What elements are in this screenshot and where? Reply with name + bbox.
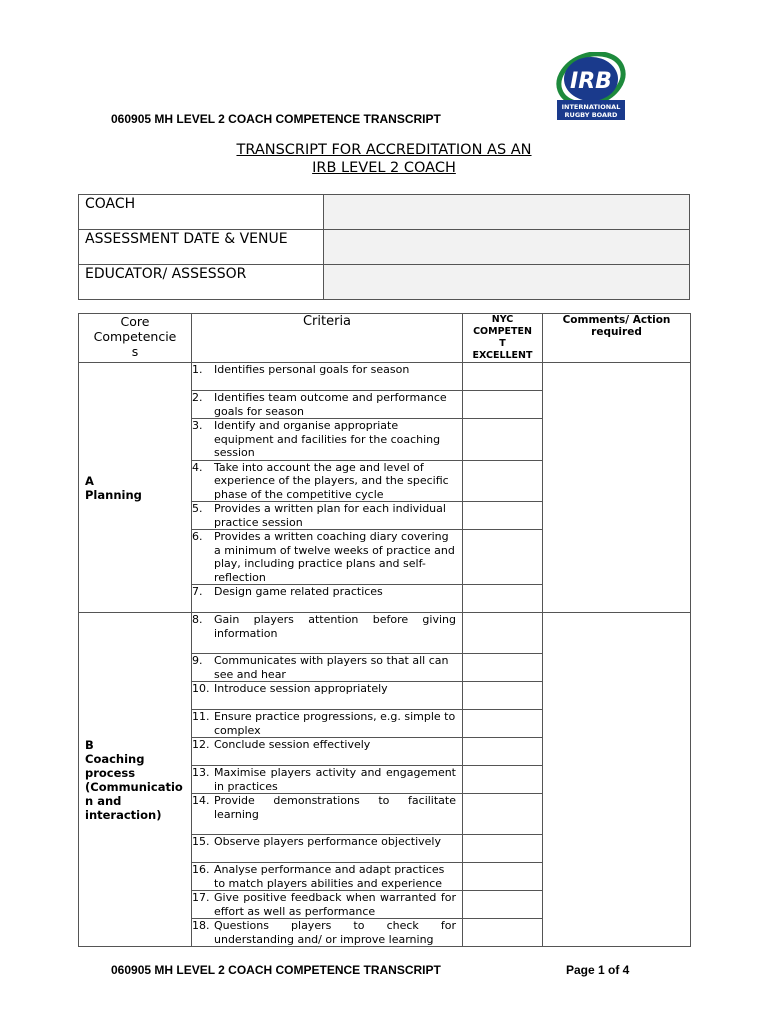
criteria-cell — [192, 654, 463, 682]
criteria-text: Identifies personal goals for season — [214, 363, 410, 376]
criteria-text: Observe players performance objectively — [214, 835, 441, 848]
nyc-rating-cell[interactable] — [463, 738, 543, 766]
criteria-number: 6. — [192, 530, 203, 543]
comments-cell[interactable] — [543, 613, 691, 947]
coach-label: COACH — [79, 195, 324, 230]
criteria-number: 9. — [192, 654, 203, 667]
page-title-line2: IRB LEVEL 2 COACH — [312, 160, 456, 176]
criteria-number: 5. — [192, 502, 203, 515]
nyc-rating-cell[interactable] — [463, 502, 543, 530]
footer-page-number: Page 1 of 4 — [566, 963, 630, 977]
criteria-text: Provide demonstrations to facilitate learning — [214, 794, 456, 821]
nyc-rating-cell[interactable] — [463, 460, 543, 502]
comments-cell[interactable] — [543, 363, 691, 613]
section-label: A Planning — [79, 363, 192, 613]
criteria-text: Maximise players activity and engagement in practices — [214, 766, 456, 793]
assessment-date-label: ASSESSMENT DATE & VENUE — [79, 230, 324, 265]
footer-doc-code: 060905 MH LEVEL 2 COACH COMPETENCE TRANSCRIPT — [111, 963, 441, 977]
section-label: B Coaching process (Communicatio n and interaction) — [79, 613, 192, 947]
criteria-text: Communicates with players so that all can see and hear — [214, 654, 449, 681]
criteria-number: 10. — [192, 682, 210, 695]
nyc-rating-cell[interactable] — [463, 391, 543, 419]
criteria-cell — [192, 766, 463, 794]
criteria-text: Design game related practices — [214, 585, 383, 598]
col-comments-header: Comments/ Action required — [543, 314, 691, 363]
criteria-row — [79, 363, 691, 391]
nyc-rating-cell[interactable] — [463, 654, 543, 682]
nyc-rating-cell[interactable] — [463, 530, 543, 585]
nyc-rating-cell[interactable] — [463, 613, 543, 654]
col-criteria-header: Criteria — [192, 314, 463, 363]
nyc-rating-cell[interactable] — [463, 363, 543, 391]
col-core-header: Core Competencie s — [79, 314, 192, 363]
logo-mark: IRB — [570, 69, 612, 94]
criteria-cell — [192, 502, 463, 530]
nyc-rating-cell[interactable] — [463, 863, 543, 891]
criteria-text: Gain players attention before giving information — [214, 613, 456, 640]
criteria-number: 4. — [192, 460, 203, 474]
criteria-text: Analyse performance and adapt practices to match players abilities and experience — [214, 863, 445, 890]
criteria-cell — [192, 460, 463, 502]
criteria-number: 12. — [192, 738, 210, 751]
nyc-rating-cell[interactable] — [463, 766, 543, 794]
criteria-text: Ensure practice progressions, e.g. simple to complex — [214, 710, 456, 737]
nyc-rating-cell[interactable] — [463, 891, 543, 919]
criteria-cell — [192, 530, 463, 585]
criteria-number: 16. — [192, 863, 210, 876]
criteria-cell — [192, 863, 463, 891]
criteria-number: 11. — [192, 710, 210, 723]
criteria-cell — [192, 835, 463, 863]
criteria-text: Identifies team outcome and performance goals for season — [214, 391, 447, 418]
logo-line1: INTERNATIONAL — [561, 103, 621, 111]
competence-table — [78, 313, 691, 947]
criteria-cell — [192, 919, 463, 947]
coach-info-table — [78, 194, 690, 300]
criteria-cell — [192, 419, 463, 461]
criteria-cell — [192, 682, 463, 710]
criteria-number: 15. — [192, 835, 210, 848]
header-doc-code: 060905 MH LEVEL 2 COACH COMPETENCE TRANSCRIPT — [111, 112, 441, 126]
criteria-number: 14. — [192, 794, 210, 807]
criteria-number: 18. — [192, 919, 210, 932]
criteria-number: 8. — [192, 613, 203, 626]
coach-value[interactable] — [323, 195, 689, 230]
criteria-cell — [192, 891, 463, 919]
nyc-rating-cell[interactable] — [463, 835, 543, 863]
nyc-rating-cell[interactable] — [463, 794, 543, 835]
criteria-cell — [192, 794, 463, 835]
criteria-text: Provides a written plan for each individual practice session — [214, 502, 446, 529]
criteria-cell — [192, 391, 463, 419]
criteria-text: Take into account the age and level of experience of the players, and the specific phase of the competitive cycle — [214, 460, 449, 501]
nyc-rating-cell[interactable] — [463, 585, 543, 613]
criteria-text: Introduce session appropriately — [214, 682, 388, 695]
nyc-rating-cell[interactable] — [463, 919, 543, 947]
criteria-number: 17. — [192, 891, 210, 904]
col-nyc-header: NYC COMPETEN T EXCELLENT — [463, 314, 543, 363]
page-title-line1: TRANSCRIPT FOR ACCREDITATION AS AN — [236, 142, 532, 158]
criteria-text: Provides a written coaching diary covering a minimum of twelve weeks of practice and play, including practice plans and self-reflection — [214, 530, 455, 584]
logo-line2: RUGBY BOARD — [564, 111, 618, 119]
criteria-cell — [192, 710, 463, 738]
criteria-row — [79, 613, 691, 654]
criteria-cell — [192, 363, 463, 391]
criteria-number: 13. — [192, 766, 210, 779]
nyc-rating-cell[interactable] — [463, 419, 543, 461]
criteria-text: Give positive feedback when warranted for effort as well as performance — [214, 891, 456, 918]
criteria-number: 1. — [192, 363, 203, 376]
assessment-date-value[interactable] — [323, 230, 689, 265]
nyc-rating-cell[interactable] — [463, 682, 543, 710]
nyc-rating-cell[interactable] — [463, 710, 543, 738]
criteria-number: 3. — [192, 419, 203, 432]
criteria-number: 2. — [192, 391, 203, 404]
criteria-cell — [192, 738, 463, 766]
criteria-cell — [192, 585, 463, 613]
educator-label: EDUCATOR/ ASSESSOR — [79, 265, 324, 300]
criteria-text: Questions players to check for understanding and/ or improve learning — [214, 919, 456, 946]
educator-value[interactable] — [323, 265, 689, 300]
criteria-text: Identify and organise appropriate equipment and facilities for the coaching session — [214, 419, 441, 459]
criteria-text: Conclude session effectively — [214, 738, 371, 751]
irb-logo-icon — [555, 52, 627, 122]
criteria-number: 7. — [192, 585, 203, 598]
criteria-cell — [192, 613, 463, 654]
